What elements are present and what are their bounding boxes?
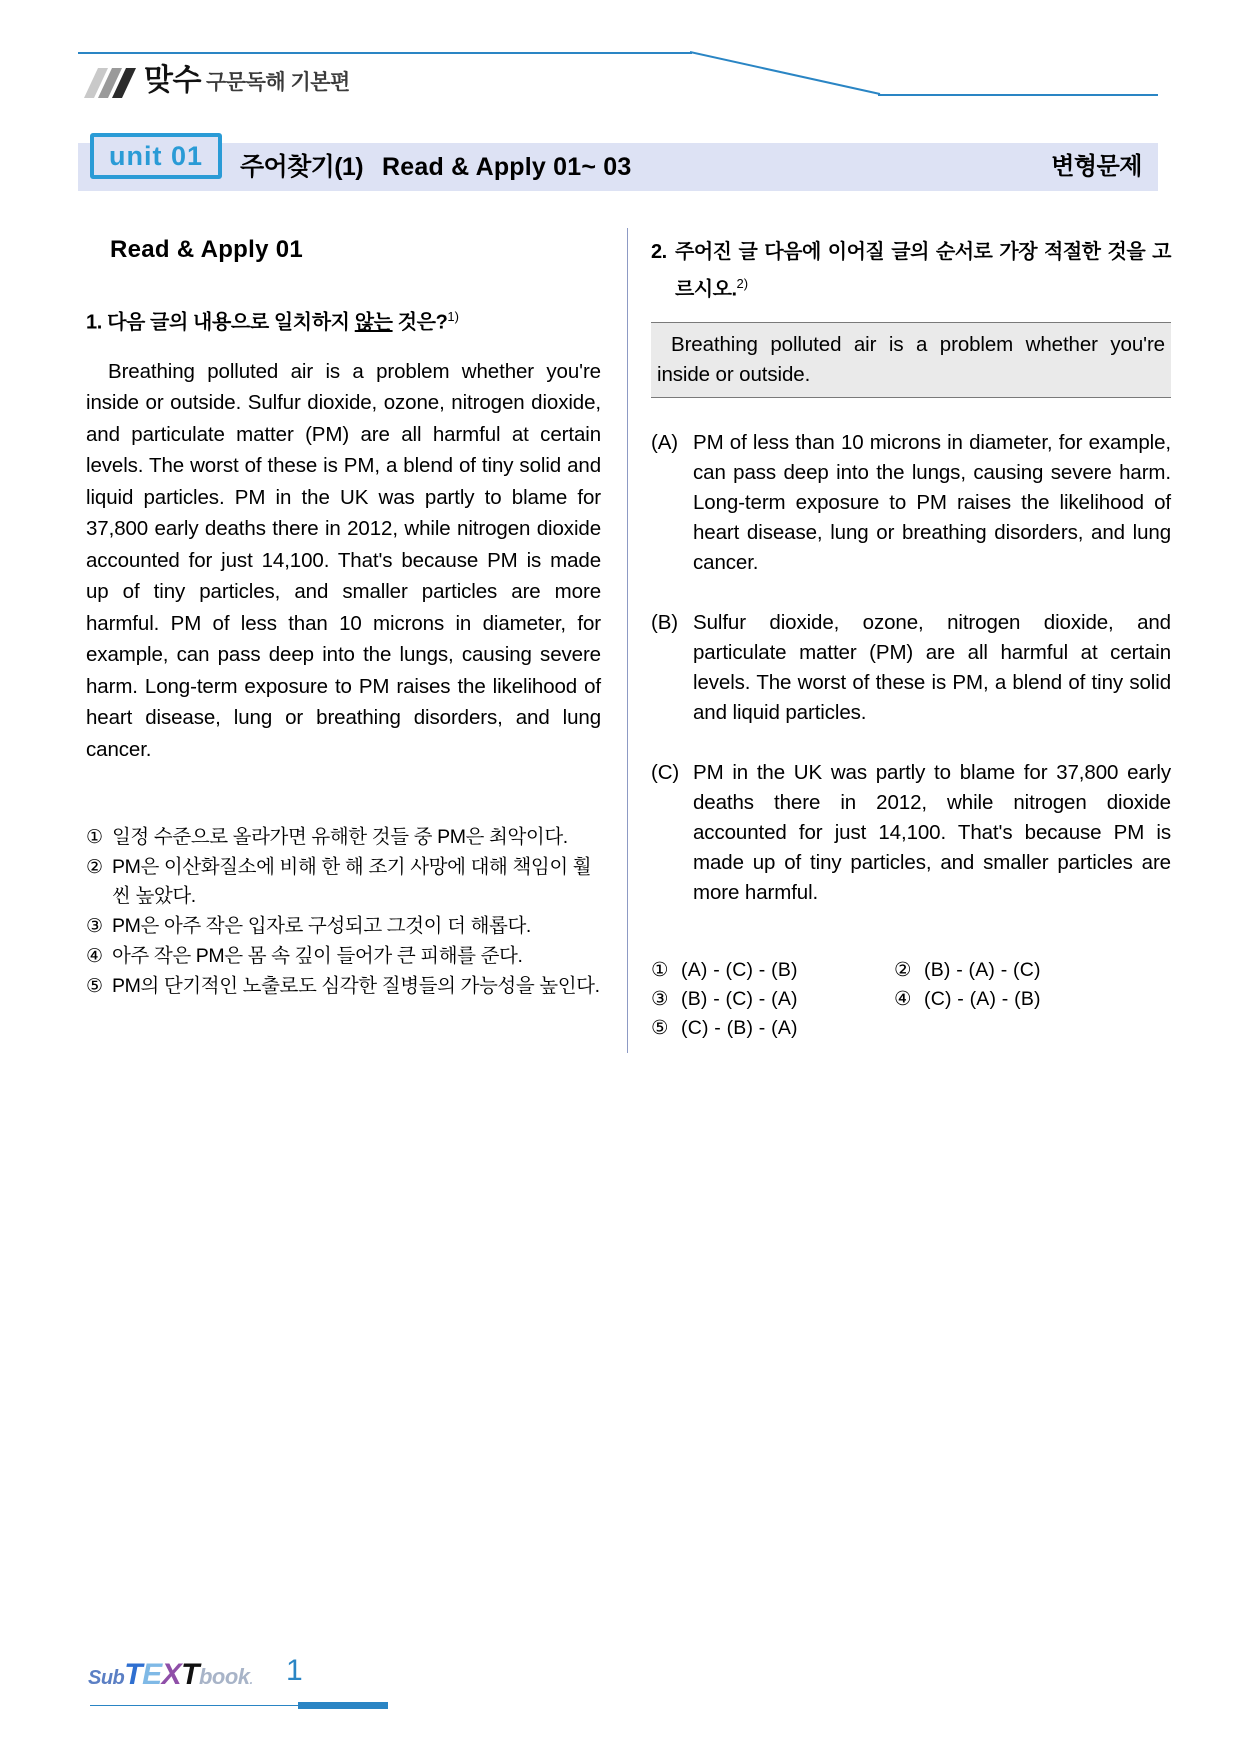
masthead-rule-diagonal (690, 51, 882, 95)
answer-option-empty (894, 1014, 1137, 1043)
footer-rule (90, 1705, 298, 1706)
brand-name: 맞수 (144, 64, 201, 97)
paragraph-a (651, 428, 1171, 578)
choice-item[interactable] (86, 823, 601, 852)
question-1-stem-before: 다음 글의 내용으로 일치하지 (107, 311, 355, 334)
choice-text: 일정 수준으로 올라가면 유해한 것들 중 PM은 최악이다. (112, 826, 568, 849)
double-slash-logo-icon (82, 66, 136, 100)
answer-option[interactable] (651, 956, 894, 985)
logo-part-x: X (161, 1658, 182, 1691)
question-2-number: 2. (651, 241, 667, 263)
banner-title (240, 151, 632, 183)
subtextbook-logo (88, 1658, 253, 1692)
brand-subtitle: 구문독해 기본편 (206, 71, 350, 94)
choice-marker: ① (86, 827, 103, 849)
answer-option[interactable] (894, 956, 1137, 985)
masthead-rule-left (78, 52, 692, 54)
question-1-choices (86, 823, 601, 1001)
answer-text: (A) - (C) - (B) (681, 958, 798, 981)
answer-option[interactable] (651, 1014, 894, 1043)
answer-text: (C) - (A) - (B) (924, 987, 1041, 1010)
page-number: 1 (286, 1654, 303, 1687)
given-passage-box: Breathing polluted air is a problem whether you're inside or outside. (651, 322, 1171, 398)
logo-part-sub: Sub (88, 1667, 125, 1689)
choice-text: 아주 작은 PM은 몸 속 깊이 들어가 큰 피해를 준다. (112, 945, 523, 968)
choice-item[interactable] (86, 942, 601, 971)
logo-part-e: E (142, 1658, 162, 1691)
logo-part-book: book (198, 1664, 250, 1689)
left-column (86, 236, 601, 1002)
choice-text: PM은 아주 작은 입자로 구성되고 그것이 더 해롭다. (112, 915, 531, 938)
banner-right-label: 변형문제 (1051, 153, 1142, 180)
logo-part-t2: T (181, 1658, 199, 1691)
choice-text: PM은 이산화질소에 비해 한 해 조기 사망에 대해 책임이 훨씬 높았다. (112, 856, 592, 908)
choice-item[interactable] (86, 972, 601, 1001)
choice-marker: ③ (86, 916, 103, 938)
masthead (78, 52, 1158, 114)
logo-part-dot: . (249, 1672, 253, 1687)
answer-row (651, 1014, 1171, 1043)
logo-part-t1: T (124, 1658, 143, 1691)
paragraph-text: Sulfur dioxide, ozone, nitrogen dioxide, and particulate matter (PM) are all harmful at certain levels. The worst of these is PM, a blend of tiny solid and liquid particles. (693, 610, 1171, 724)
answer-marker: ③ (651, 987, 669, 1010)
paragraph-c (651, 758, 1171, 908)
unit-chip: unit 01 (90, 133, 222, 179)
answer-option[interactable] (894, 985, 1137, 1014)
section-heading: Read & Apply 01 (110, 236, 303, 263)
answer-marker: ④ (894, 987, 912, 1010)
paragraph-tag: (A) (651, 430, 679, 454)
answer-text: (B) - (C) - (A) (681, 987, 798, 1010)
banner-title-ko: 주어찾기(1) (240, 153, 363, 181)
reading-passage: Breathing polluted air is a problem whether you're inside or outside. Sulfur dioxide, ozone, nitrogen dioxide, and particulate matter (PM) are all harmful at certain levels. The worst of these is PM, a blend of tiny solid and liquid particles. PM in the UK was partly to blame for 37,800 early deaths there in 2012, while nitrogen dioxide accounted for just 14,100. That's because PM is made up of tiny particles, and smaller particles are more harmful. PM of less than 10 microns in diameter, for example, can pass deep into the lungs, causing severe harm. Long-term exposure to PM raises the likelihood of heart disease, lung or breathing disorders, and lung cancer. (86, 359, 601, 761)
question-1-footnote: 1) (447, 309, 459, 324)
paragraph-tag: (C) (651, 760, 680, 784)
question-2-stem (651, 236, 1171, 306)
answer-row (651, 985, 1171, 1014)
answer-marker: ⑤ (651, 1016, 669, 1039)
page-footer (88, 1654, 348, 1718)
choice-marker: ④ (86, 946, 103, 968)
answer-text: (B) - (A) - (C) (924, 958, 1041, 981)
choice-text: PM의 단기적인 노출로도 심각한 질병들의 가능성을 높인다. (112, 975, 600, 998)
question-2-footnote: 2) (736, 276, 749, 291)
column-divider (627, 228, 628, 1053)
question-2-stem-text: 주어진 글 다음에 이어질 글의 순서로 가장 적절한 것을 고르시오. (675, 241, 1171, 301)
choice-marker: ② (86, 857, 103, 879)
unit-banner (78, 140, 1158, 191)
paragraph-tag: (B) (651, 610, 679, 634)
footer-rule-accent (298, 1702, 388, 1709)
question-1-stem-underlined: 않는 (354, 311, 393, 334)
answer-marker: ② (894, 958, 912, 981)
right-column (651, 236, 1171, 1043)
answer-row (651, 956, 1171, 985)
paragraph-text: PM of less than 10 microns in diameter, for example, can pass deep into the lungs, causing severe harm. Long-term exposure to PM raises the likelihood of heart disease, lung or breathing disorders, and lung cancer. (693, 430, 1171, 574)
paragraph-b (651, 608, 1171, 728)
question-2-stem-body (675, 236, 1171, 306)
question-2-answers (651, 956, 1171, 1043)
question-1-stem (86, 302, 601, 338)
banner-title-en: Read & Apply 01~ 03 (382, 153, 632, 181)
choice-item[interactable] (86, 853, 601, 911)
question-1-number: 1. (86, 311, 102, 334)
masthead-rule-right (878, 94, 1158, 96)
question-1-stem-after: 것은? (392, 311, 448, 334)
answer-text: (C) - (B) - (A) (681, 1016, 798, 1039)
choice-item[interactable] (86, 912, 601, 941)
answer-option[interactable] (651, 985, 894, 1014)
choice-marker: ⑤ (86, 976, 103, 998)
answer-marker: ① (651, 958, 669, 981)
paragraph-text: PM in the UK was partly to blame for 37,800 early deaths there in 2012, while nitrogen dioxide accounted for just 14,100. That's because PM is made up of tiny particles, and smaller particles are more harmful. (693, 760, 1171, 904)
